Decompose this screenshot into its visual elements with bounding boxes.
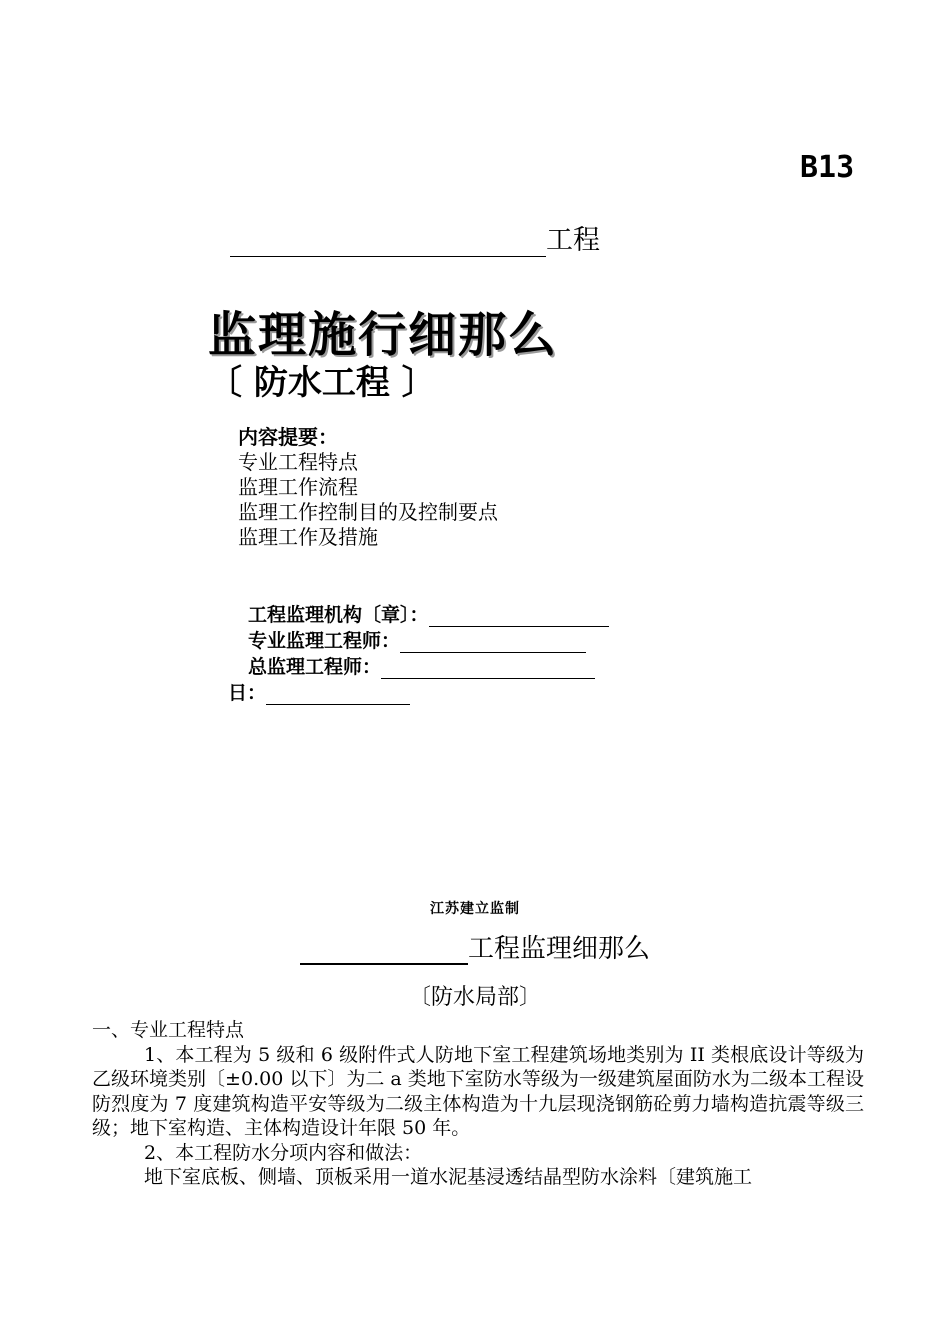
section-body <box>92 1018 864 1190</box>
section-title-blank <box>300 937 468 965</box>
section-title <box>0 928 950 965</box>
signature-org <box>248 600 609 627</box>
paragraph-1: 1、本工程为 5 级和 6 级附件式人防地下室工程建筑场地类别为 II 类根底设计等级为乙级环境类别〔±0.00 以下〕为二 a 类地下室防水等级为一级建筑屋面防水为二级本工程设防烈度为 7 度建筑构造平安等级为二级主体构造为十九层现浇钢筋砼剪力墙构造抗震等级三级；地下室构造、主体构造设计年限 50 年。 <box>92 1043 864 1139</box>
signature-org-label: 工程监理机构〔章〕： <box>248 604 429 626</box>
paragraph-3: 地下室底板、侧墙、顶板采用一道水泥基浸透结晶型防水涂料〔建筑施工 <box>144 1166 753 1188</box>
section-title-suffix: 工程监理细那么 <box>467 934 650 964</box>
project-name-line <box>230 218 600 257</box>
signature-date-blank <box>266 684 410 705</box>
signature-date <box>228 678 410 705</box>
summary-block <box>238 425 498 550</box>
signature-chief-label: 总监理工程师： <box>248 656 382 678</box>
signature-engineer <box>248 626 586 653</box>
project-suffix: 工程 <box>546 225 600 256</box>
summary-item: 专业工程特点 <box>238 450 358 474</box>
signature-engineer-label: 专业监理工程师： <box>248 630 401 652</box>
project-name-blank <box>230 230 546 257</box>
signature-date-label: 日： <box>228 682 267 704</box>
signature-chief <box>248 652 595 679</box>
summary-heading: 内容提要： <box>238 425 338 449</box>
summary-item: 监理工作及措施 <box>238 525 378 549</box>
heading-1: 一、专业工程特点 <box>92 1019 245 1041</box>
cover-subtitle: 〔 防水工程 〕 <box>208 363 436 403</box>
document-code: B13 <box>800 150 855 185</box>
paragraph-2: 2、本工程防水分项内容和做法： <box>144 1141 423 1164</box>
summary-item: 监理工作流程 <box>238 475 358 499</box>
signature-chief-blank <box>381 658 595 679</box>
publisher: 江苏建立监制 <box>430 901 520 917</box>
signature-engineer-blank <box>400 632 586 653</box>
summary-item: 监理工作控制目的及控制要点 <box>238 500 498 524</box>
signature-org-blank <box>429 606 609 627</box>
cover-title: 监理施行细那么 <box>208 307 559 363</box>
section-subtitle: 〔防水局部〕 <box>408 985 541 1010</box>
